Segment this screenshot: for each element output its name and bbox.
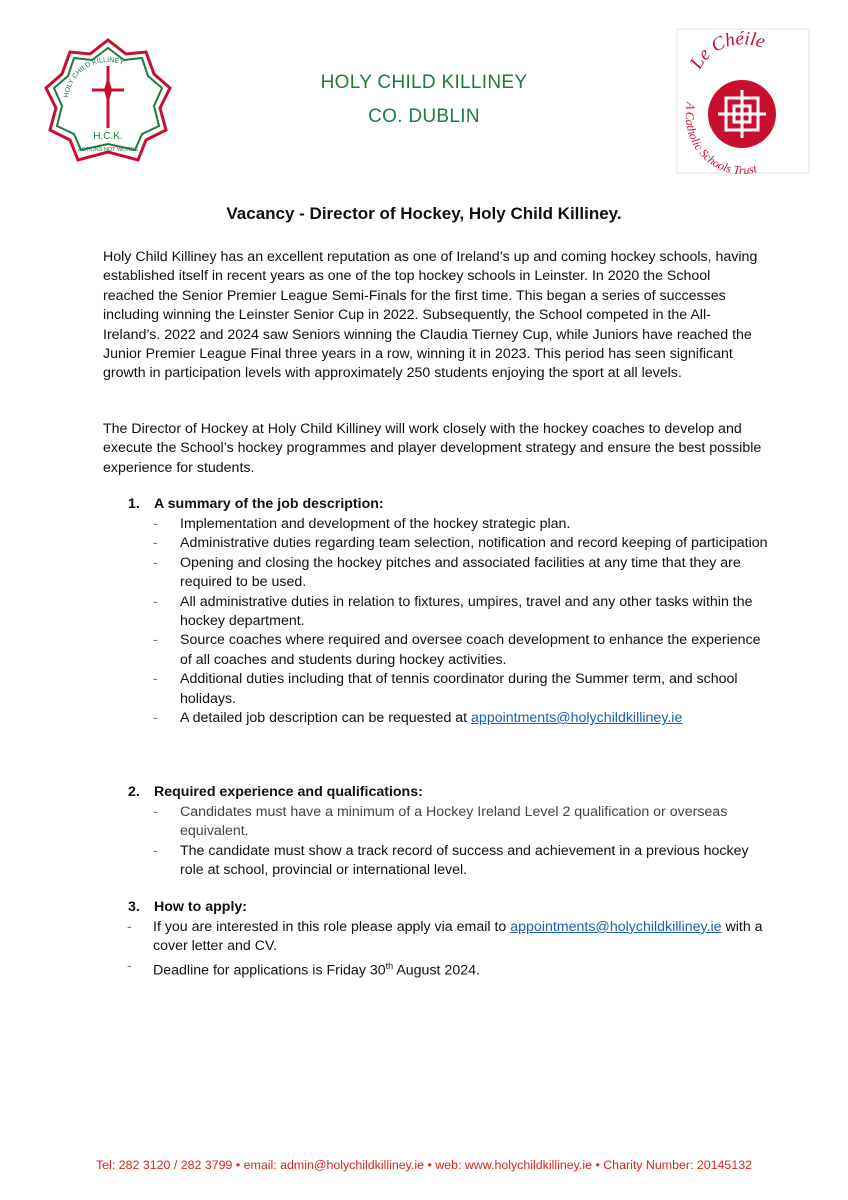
role-paragraph: The Director of Hockey at Holy Child Killiney will work closely with the hockey coaches to develop and execute the School’s hockey programmes and player development strategy and ensure the best possible experience for students. (103, 421, 762, 476)
list-item: - Candidates must have a minimum of a Hockey Ireland Level 2 qualification or overseas equivalent. (153, 804, 728, 840)
school-name: HOLY CHILD KILLINEY (320, 72, 528, 93)
job-description-list (153, 515, 770, 728)
list-item: - Deadline for applications is Friday 30th August 2024. (127, 957, 480, 979)
crest-motto: ACTIONS NOT WORDS (77, 147, 139, 153)
section-1-number: 1. (128, 496, 140, 512)
intro-paragraph: Holy Child Killiney has an excellent reputation as one of Ireland’s up and coming hockey schools, having established itself in recent years as one of the top hockey schools in Leinster. In 2020 the School reached the Senior Premier League Semi-Finals for the first time. This began a series of successes including winning the Leinster Senior Cup in 2022. Subsequently, the School competed in the All-Ireland’s. 2022 and 2024 saw Seniors winning the Claudia Tierney Cup, while Juniors have reached the Junior Premier League Final three years in a row, winning it in 2023. This period has seen significant growth in participation levels with approximately 250 students enjoying the sport at all levels. (103, 249, 758, 382)
vacancy-title: Vacancy - Director of Hockey, Holy Child Killiney. (226, 204, 622, 223)
section-1-heading (128, 495, 384, 514)
hck-crest-logo (42, 36, 174, 164)
le-cheile-trust-logo (676, 28, 810, 174)
school-location: CO. DUBLIN (368, 106, 480, 127)
list-item: - The candidate must show a track record of success and achievement in a previous hockey role at school, provincial or international level. (153, 842, 749, 879)
list-item: - Opening and closing the hockey pitches and associated facilities at any time that they are required to be used. (153, 554, 741, 591)
apply-email-link[interactable]: appointments@holychildkilliney.ie (510, 919, 722, 935)
requirements-list (153, 803, 770, 881)
section-2-heading (128, 783, 423, 802)
trust-name: Le Chéile (685, 28, 768, 73)
section-1-title: A summary of the job description: (154, 496, 384, 512)
crest-initials: H.C.K. (93, 131, 123, 142)
section-3-number: 3. (128, 899, 140, 915)
list-item: - Additional duties including that of tennis coordinator during the Summer term, and school holidays. (153, 671, 738, 707)
list-item: - All administrative duties in relation to fixtures, umpires, travel and any other tasks within the hockey department. (153, 593, 753, 630)
footer-contact-line: Tel: 282 3120 / 282 3799 • email: admin@holychildkilliney.ie • web: www.holychildkilliney.ie • Charity Number: 20145132 (95, 1158, 753, 1172)
section-3-heading (128, 898, 247, 917)
appointments-email-link[interactable]: appointments@holychildkilliney.ie (471, 710, 683, 727)
crest-ring-text: HOLY CHILD KILLINEY (63, 56, 125, 99)
how-to-apply-list (127, 918, 773, 981)
trust-tagline: A Catholic Schools Trust (682, 101, 759, 174)
list-item: - Administrative duties regarding team selection, notification and record keeping of participation (153, 535, 768, 552)
list-item: - If you are interested in this role please apply via email to appointments@holychildkilliney.ie with a cover letter and CV. (127, 919, 763, 955)
section-3-title: How to apply: (154, 899, 248, 915)
list-item: - A detailed job description can be requested at appointments@holychildkilliney.ie (153, 710, 683, 727)
section-2-number: 2. (128, 784, 140, 800)
section-2-title: Required experience and qualifications: (154, 784, 423, 800)
list-item: - Implementation and development of the hockey strategic plan. (153, 516, 571, 532)
list-item: - Source coaches where required and oversee coach development to enhance the experience of all coaches and students during hockey activities. (153, 632, 761, 668)
